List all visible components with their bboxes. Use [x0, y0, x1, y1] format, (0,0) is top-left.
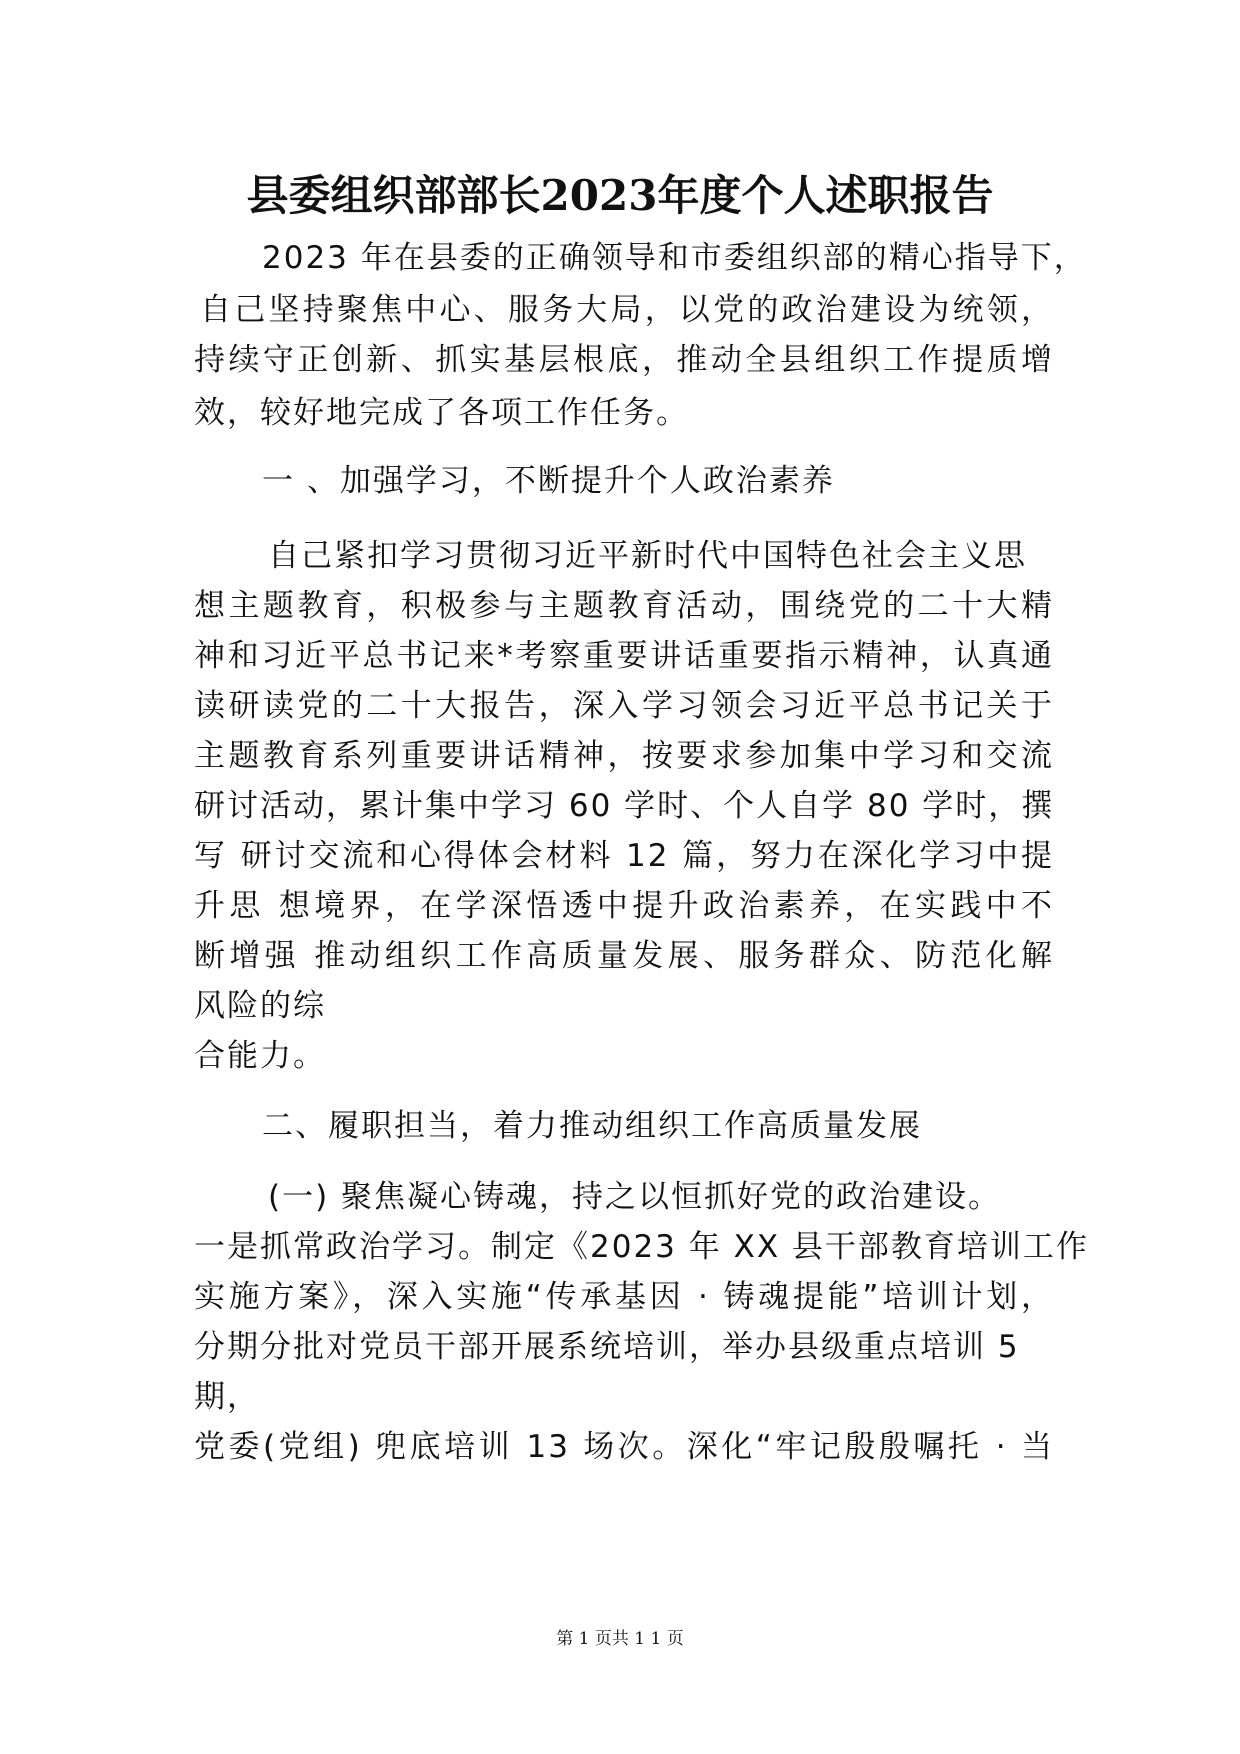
body-line: 党委(党组) 兜底培训 13 场次。深化“牢记殷殷嘱托 · 当: [194, 1429, 1054, 1465]
document-title: 县委组织部部长2023年度个人述职报告: [246, 171, 994, 220]
body-line: 合能力。: [194, 1038, 326, 1074]
body-line: 效，较好地完成了各项工作任务。: [194, 395, 689, 431]
body-line: 持续守正创新、抓实基层根底，推动全县组织工作提质增: [194, 342, 1054, 378]
body-line: 分期分批对党员干部开展系统培训，举办县级重点培训 5: [194, 1329, 1020, 1365]
subsection-heading: (一) 聚焦凝心铸魂，持之以恒抓好党的政治建设。: [268, 1179, 1002, 1215]
section-heading: 一 、加强学习，不断提升个人政治素养: [262, 463, 835, 499]
body-line: 主题教育系列重要讲话精神，按要求参加集中学习和交流: [194, 738, 1054, 774]
body-line: 想主题教育，积极参与主题教育活动，围绕党的二十大精: [194, 588, 1054, 624]
body-line: 读研读党的二十大报告，深入学习领会习近平总书记关于: [194, 688, 1054, 724]
page-number: 第 1 页共 1 1 页: [556, 1629, 684, 1649]
body-line: 神和习近平总书记来*考察重要讲话重要指示精神，认真通: [194, 638, 1054, 674]
body-line: 实施方案》，深入实施“传承基因 · 铸魂提能”培训计划，: [194, 1279, 1054, 1315]
body-line: 一是抓常政治学习。制定《2023 年 XX 县干部教育培训工作: [194, 1229, 1089, 1265]
body-line: 自己紧扣学习贯彻习近平新时代中国特色社会主义思: [268, 538, 1027, 574]
body-line: 写 研讨交流和心得体会材料 12 篇，努力在深化学习中提: [194, 838, 1054, 874]
body-line: 升思 想境界，在学深悟透中提升政治素养，在实践中不: [194, 888, 1054, 924]
body-line: 断增强 推动组织工作高质量发展、服务群众、防范化解: [194, 938, 1054, 974]
body-line: 自己坚持聚焦中心、服务大局，以党的政治建设为统领，: [200, 292, 1054, 328]
section-heading: 二、履职担当，着力推动组织工作高质量发展: [262, 1108, 922, 1144]
body-line: 2023 年在县委的正确领导和市委组织部的精心指导下，: [262, 240, 1087, 276]
body-line: 期，: [194, 1379, 260, 1415]
body-line: 研讨活动，累计集中学习 60 学时、个人自学 80 学时，撰: [194, 788, 1055, 824]
body-line: 风险的综: [194, 988, 326, 1024]
